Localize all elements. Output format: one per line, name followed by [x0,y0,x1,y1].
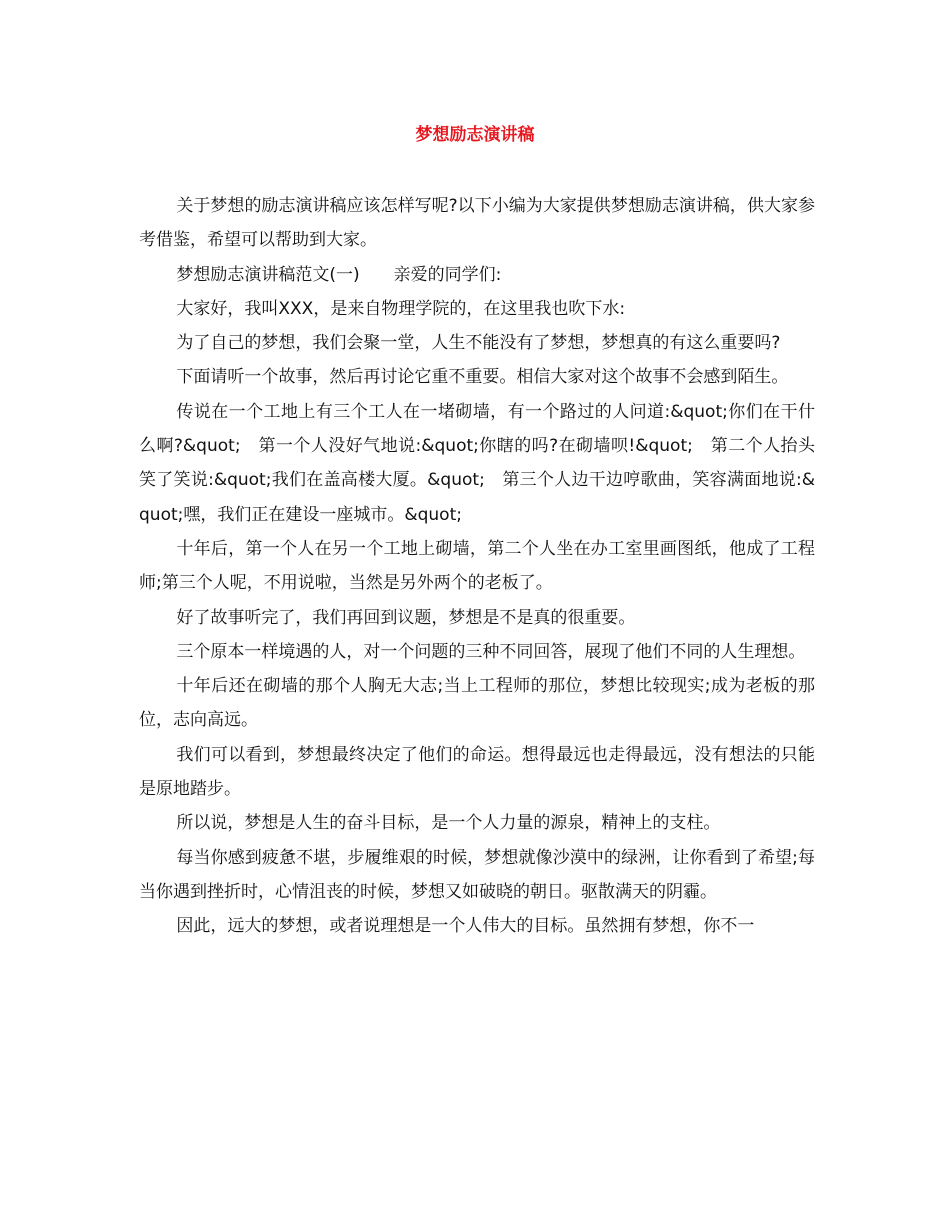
paragraph: 我们可以看到，梦想最终决定了他们的命运。想得最远也走得最远，没有想法的只能是原地踏步。 [139,744,815,800]
paragraph: 所以说，梦想是人生的奋斗目标，是一个人力量的源泉，精神上的支柱。 [176,813,721,834]
paragraph: 为了自己的梦想，我们会聚一堂，人生不能没有了梦想，梦想真的有这么重要吗? [176,333,781,354]
paragraph: 好了故事听完了，我们再回到议题，梦想是不是真的很重要。 [176,607,636,628]
paragraph: 十年后，第一个人在另一个工地上砌墙，第二个人坐在办工室里画图纸，他成了工程师;第三个人呢，不用说啦，当然是另外两个的老板了。 [139,538,815,594]
paragraph: 大家好，我叫XXX，是来自物理学院的，在这里我也吹下水: [176,298,626,319]
document-body [139,189,815,944]
paragraph: 梦想励志演讲稿范文(一) 亲爱的同学们: [176,264,502,285]
paragraph: 因此，远大的梦想，或者说理想是一个人伟大的目标。虽然拥有梦想，你不一 [176,916,755,937]
paragraph: 传说在一个工地上有三个工人在一堵砌墙，有一个路过的人问道:&quot;你们在干什么啊?&quot; 第一个人没好气地说:&quot;你瞎的吗?在砌墙呗!&quot; 第二个人抬头笑了笑说:&quot;我们在盖高楼大厦。&quot; 第三个人边干边哼歌曲，笑容满面地说:&quot;嘿，我们正在建设一座城市。&quot; [139,401,815,525]
paragraph: 三个原本一样境遇的人，对一个问题的三种不同回答，展现了他们不同的人生理想。 [176,641,806,662]
document-title: 梦想励志演讲稿 [415,125,535,145]
paragraph: 下面请听一个故事，然后再讨论它重不重要。相信大家对这个故事不会感到陌生。 [176,367,789,388]
paragraph: 十年后还在砌墙的那个人胸无大志;当上工程师的那位，梦想比较现实;成为老板的那位，志向高远。 [139,676,815,731]
paragraph: 每当你感到疲惫不堪，步履维艰的时候，梦想就像沙漠中的绿洲，让你看到了希望;每当你遇到挫折时，心情沮丧的时候，梦想又如破晓的朝日。驱散满天的阴霾。 [139,847,815,902]
paragraph: 关于梦想的励志演讲稿应该怎样写呢?以下小编为大家提供梦想励志演讲稿，供大家参考借鉴，希望可以帮助到大家。 [139,196,815,251]
